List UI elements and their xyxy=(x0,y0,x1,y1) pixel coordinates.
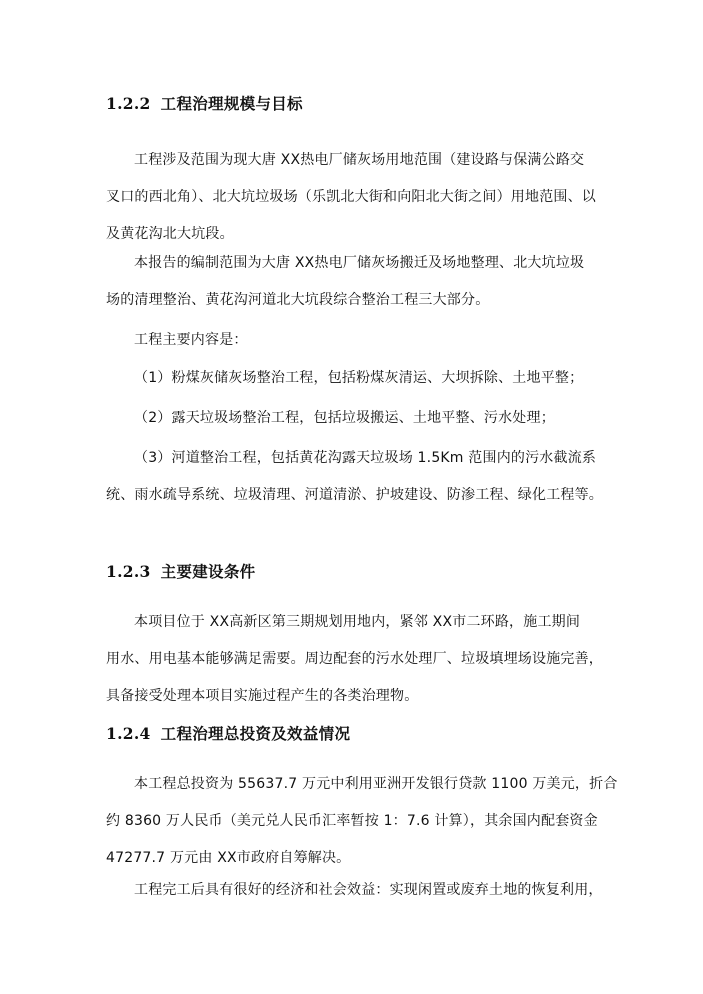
paragraph-main-content: 工程主要内容是： xyxy=(134,332,248,348)
section-number: 1.2.3 xyxy=(106,562,151,581)
section-heading-1-2-3 xyxy=(106,560,255,582)
list-item-3 xyxy=(106,440,606,514)
text-line: 叉口的西北角）、北大坑垃圾场（乐凯北大街和向阳北大街之间）用地范围、以 xyxy=(106,189,596,205)
text-line: 具备接受处理本项目实施过程产生的各类治理物。 xyxy=(106,688,419,704)
section-title: 工程治理规模与目标 xyxy=(160,94,303,113)
paragraph-scope xyxy=(106,142,606,253)
text-line: 本项目位于 XX高新区第三期规划用地内，紧邻 XX市二环路，施工期间 xyxy=(134,614,581,630)
paragraph-conditions xyxy=(106,604,606,715)
text-line: 本工程总投资为 55637.7 万元中利用亚洲开发银行贷款 1100 万美元，折合 xyxy=(134,776,618,792)
section-title: 主要建设条件 xyxy=(160,562,256,581)
section-heading-1-2-2 xyxy=(106,92,303,114)
text-line: （3）河道整治工程，包括黄花沟露天垃圾场 1.5Km 范围内的污水截流系 xyxy=(134,450,597,466)
text-line: 统、雨水疏导系统、垃圾清理、河道清淤、护坡建设、防渗工程、绿化工程等。 xyxy=(106,487,603,503)
text-line: 47277.7 万元由 XX市政府自筹解决。 xyxy=(106,850,351,866)
text-line: 约 8360 万人民币（美元兑人民币汇率暂按 1：7.6 计算），其余国内配套资金 xyxy=(106,813,598,829)
paragraph-report-scope xyxy=(106,245,606,319)
list-item-2: （2）露天垃圾场整治工程，包括垃圾搬运、土地平整、污水处理； xyxy=(134,410,555,426)
text-line: 工程涉及范围为现大唐 XX热电厂储灰场用地范围（建设路与保满公路交 xyxy=(134,152,585,168)
list-item-1: （1）粉煤灰储灰场整治工程，包括粉煤灰清运、大坝拆除、土地平整； xyxy=(134,370,584,386)
paragraph-investment xyxy=(106,766,618,877)
section-number: 1.2.2 xyxy=(106,94,151,113)
text-line: 用水、用电基本能够满足需要。周边配套的污水处理厂、垃圾填埋场设施完善， xyxy=(106,651,603,667)
text-line: 场的清理整治、黄花沟河道北大坑段综合整治工程三大部分。 xyxy=(106,292,490,308)
section-title: 工程治理总投资及效益情况 xyxy=(160,724,351,743)
section-number: 1.2.4 xyxy=(106,724,151,743)
section-heading-1-2-4 xyxy=(106,722,350,744)
text-line: 本报告的编制范围为大唐 XX热电厂储灰场搬迁及场地整理、北大坑垃圾 xyxy=(134,255,585,271)
paragraph-benefits: 工程完工后具有很好的经济和社会效益：实现闲置或废弃土地的恢复利用， xyxy=(134,882,603,898)
text-line: 及黄花沟北大坑段。 xyxy=(106,226,234,242)
